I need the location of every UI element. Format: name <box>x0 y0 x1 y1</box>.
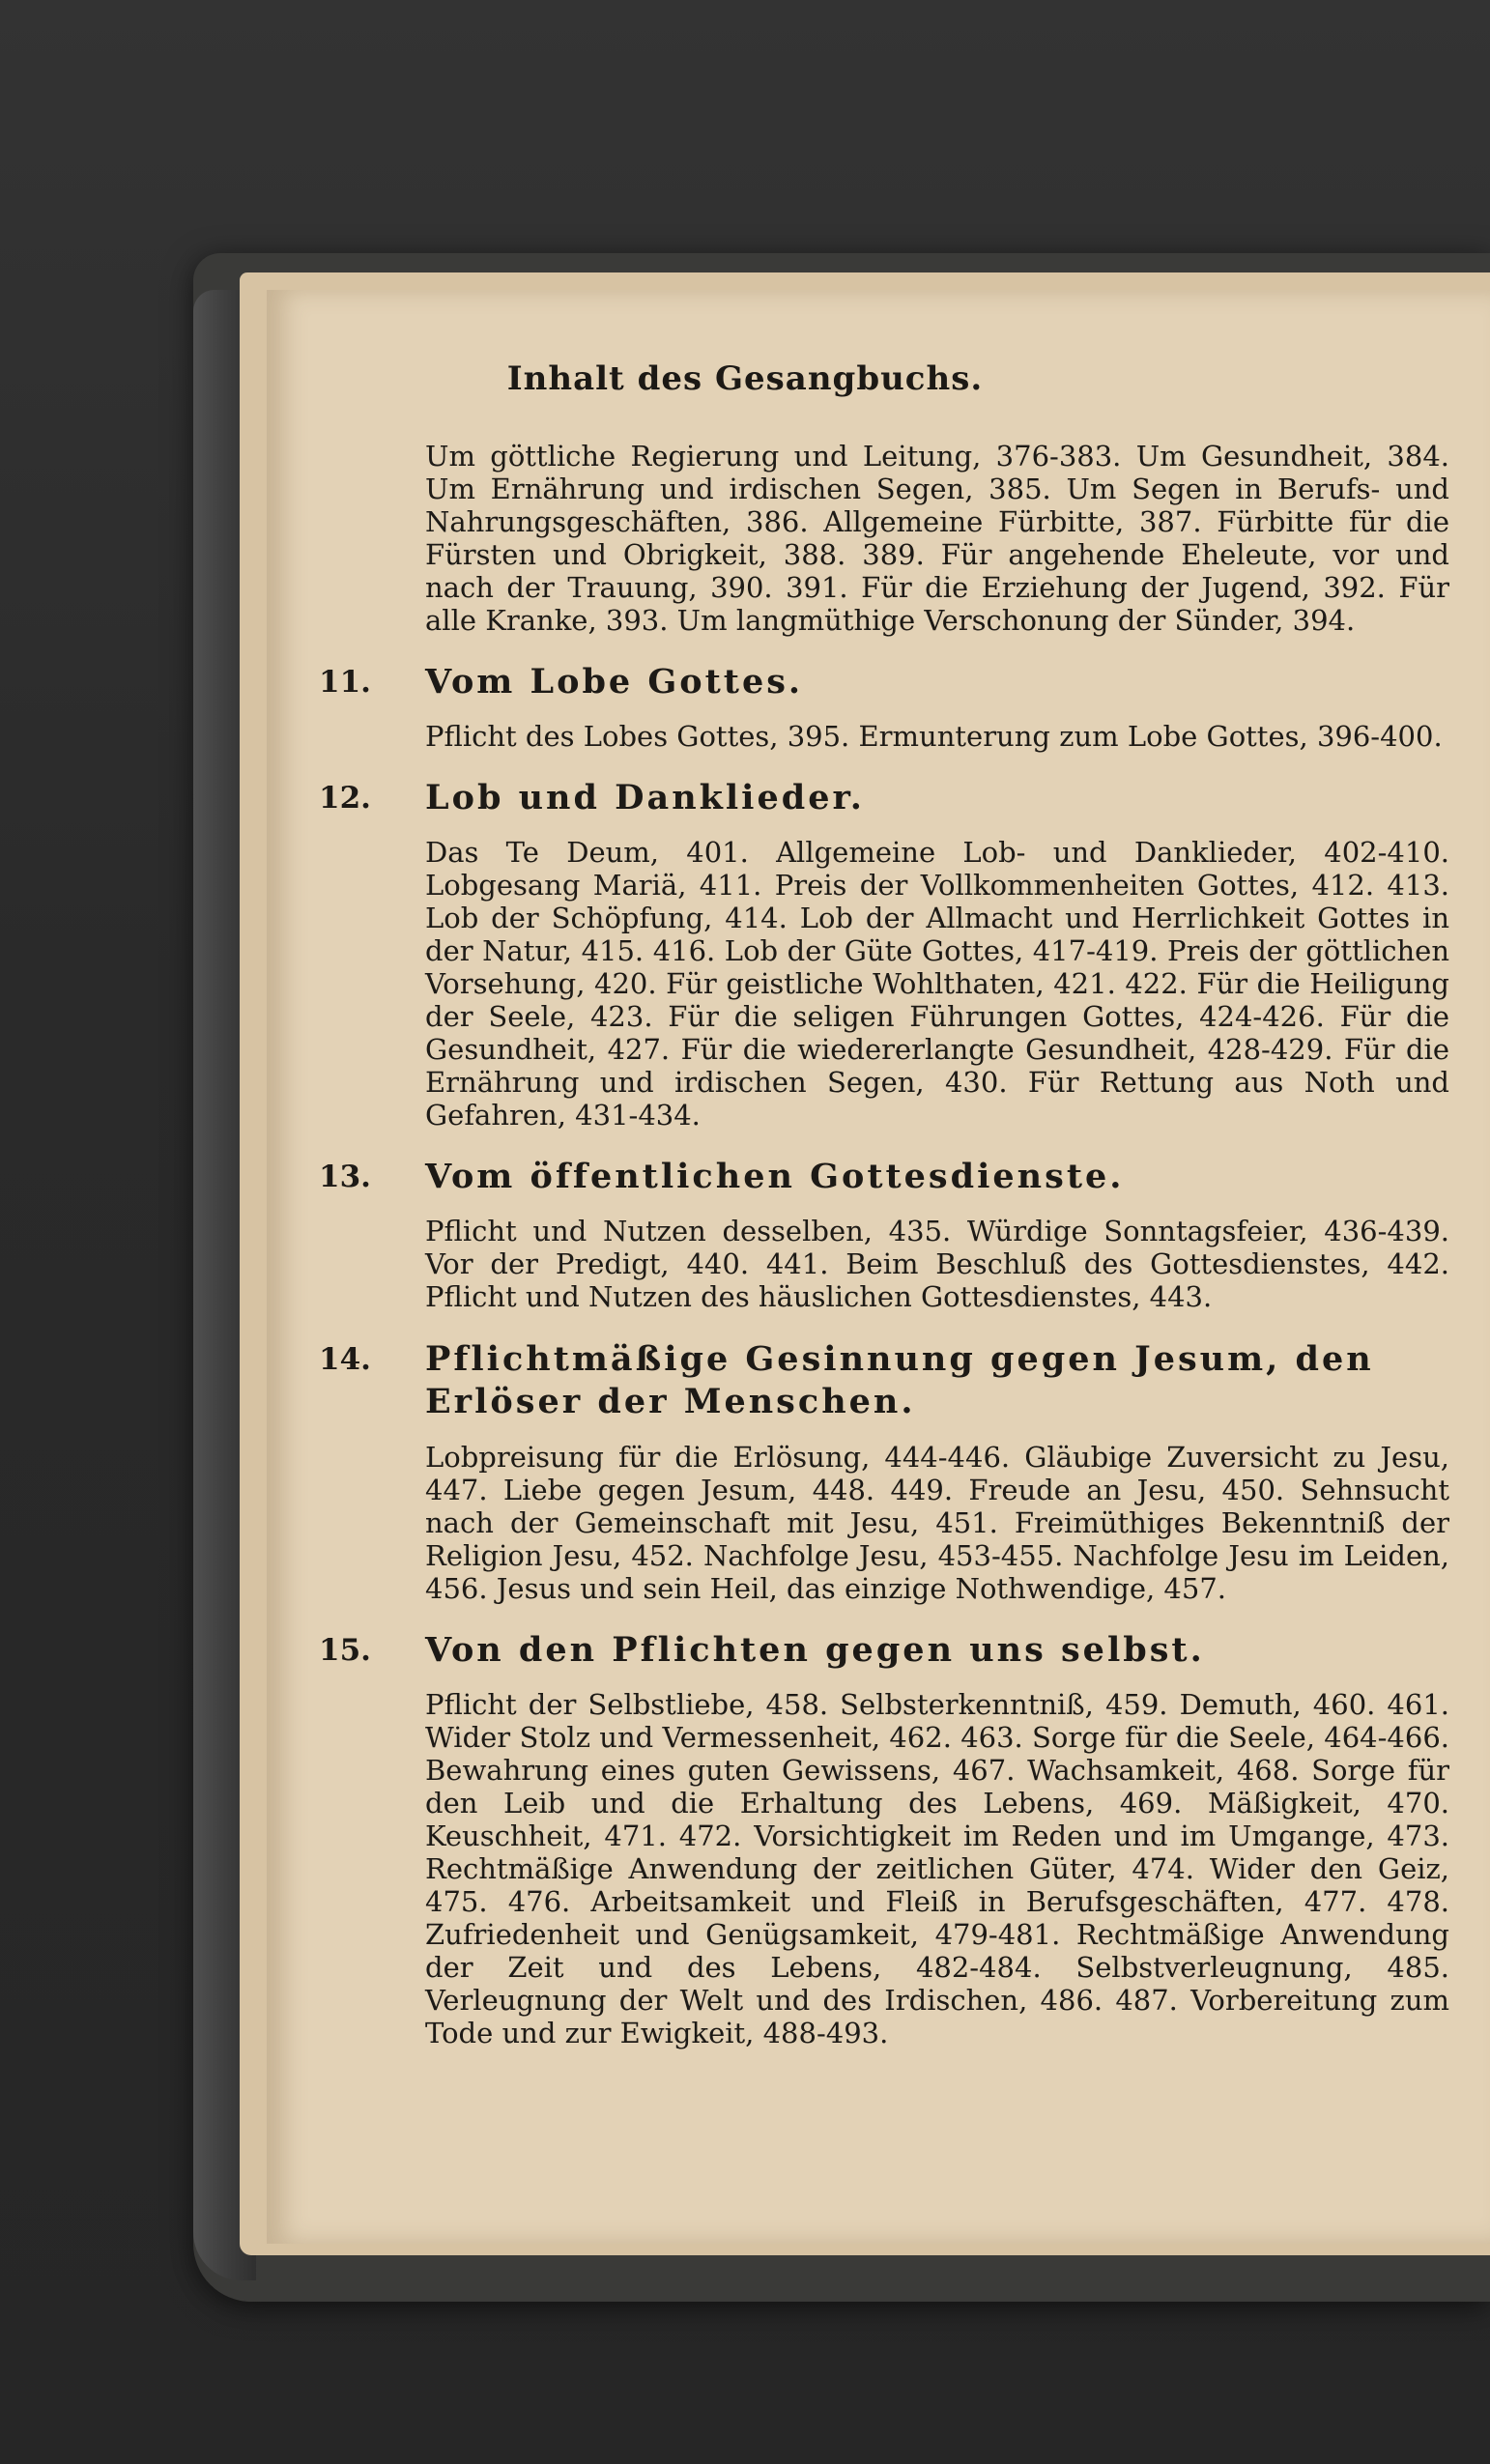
section-title: Vom öffentlichen Gottesdienste. <box>425 1157 1125 1196</box>
section-title: Von den Pflichten gegen uns selbst. <box>425 1630 1205 1670</box>
intro-paragraph: Um göttliche Regierung und Leitung, 376-383. Um Gesundheit, 384. Um Ernährung und irdischen Segen, 385. Um Segen in Berufs- und Nahrungsgeschäften, 386. Allgemeine Fürbitte, 387. Fürbitte für die Fürsten und Obrigkeit, 388. 389. Für angehende Eheleute, vor und nach der Trauung, 390. 391. Für die Erziehung der Jugend, 392. Für alle Kranke, 393. Um langmüthige Verschonung der Sünder, 394. <box>425 440 1449 637</box>
section-title: Vom Lobe Gottes. <box>425 662 804 702</box>
section-title: Pflichtmäßige Gesinnung gegen Jesum, den Erlöser der Menschen. <box>425 1339 1374 1421</box>
section-14 <box>319 1338 1449 1605</box>
section-heading <box>319 662 1449 702</box>
section-heading <box>319 1338 1449 1423</box>
section-number: 12. <box>319 781 371 816</box>
section-heading <box>319 1157 1449 1197</box>
running-head: Inhalt des Gesangbuchs. <box>506 359 984 398</box>
section-number: 15. <box>319 1633 371 1668</box>
section-number: 11. <box>319 665 371 700</box>
section-number: 14. <box>319 1342 371 1377</box>
section-heading <box>319 778 1449 818</box>
section-text: Pflicht und Nutzen desselben, 435. Würdige Sonntagsfeier, 436-439. Vor der Predigt, 440. 441. Beim Beschluß des Gottesdienstes, 442. Pflicht und Nutzen des häuslichen Gottesdienstes, 443. <box>425 1215 1449 1313</box>
section-title: Lob und Danklieder. <box>425 778 865 817</box>
section-number: 13. <box>319 1160 371 1194</box>
section-15 <box>319 1630 1449 2049</box>
section-text: Pflicht des Lobes Gottes, 395. Ermunterung zum Lobe Gottes, 396-400. <box>425 720 1443 753</box>
section-13 <box>319 1157 1449 1313</box>
section-text: Pflicht der Selbstliebe, 458. Selbsterkenntniß, 459. Demuth, 460. 461. Wider Stolz und Vermessenheit, 462. 463. Sorge für die Seele, 464-466. Bewahrung eines guten Gewissens, 467. Wachsamkeit, 468. Sorge für den Leib und die Erhaltung des Lebens, 469. Mäßigkeit, 470. Keuschheit, 471. 472. Vorsichtigkeit im Reden und im Umgange, 473. Rechtmäßige Anwendung der zeitlichen Güter, 474. Wider den Geiz, 475. 476. Arbeitsamkeit und Fleiß in Berufsgeschäften, 477. 478. Zufriedenheit und Genügsamkeit, 479-481. Rechtmäßige Anwendung der Zeit und des Lebens, 482-484. Selbstverleugnung, 485. Verleugnung der Welt und des Irdischen, 486. 487. Vorbereitung zum Tode und zur Ewigkeit, 488-493. <box>425 1688 1449 2049</box>
section-text: Lobpreisung für die Erlösung, 444-446. Gläubige Zuversicht zu Jesu, 447. Liebe gegen Jesum, 448. 449. Freude an Jesu, 450. Sehnsucht nach der Gemeinschaft mit Jesu, 451. Freimüthiges Bekenntniß der Religion Jesu, 452. Nachfolge Jesu, 453-455. Nachfolge Jesu im Leiden, 456. Jesus und sein Heil, das einzige Nothwendige, 457. <box>425 1441 1449 1605</box>
section-text: Das Te Deum, 401. Allgemeine Lob- und Danklieder, 402-410. Lobgesang Mariä, 411. Preis der Vollkommenheiten Gottes, 412. 413. Lob der Schöpfung, 414. Lob der Allmacht und Herrlichkeit Gottes in der Natur, 415. 416. Lob der Güte Gottes, 417-419. Preis der göttlichen Vorsehung, 420. Für geistliche Wohlthaten, 421. 422. Für die Heiligung der Seele, 423. Für die seligen Führungen Gottes, 424-426. Für die Gesundheit, 427. Für die wiedererlangte Gesundheit, 428-429. Für die Ernährung und irdischen Segen, 430. Für Rettung aus Noth und Gefahren, 431-434. <box>425 836 1449 1132</box>
section-heading <box>319 1630 1449 1671</box>
page-content <box>319 440 1449 2049</box>
section-11 <box>319 662 1449 753</box>
section-12 <box>319 778 1449 1132</box>
